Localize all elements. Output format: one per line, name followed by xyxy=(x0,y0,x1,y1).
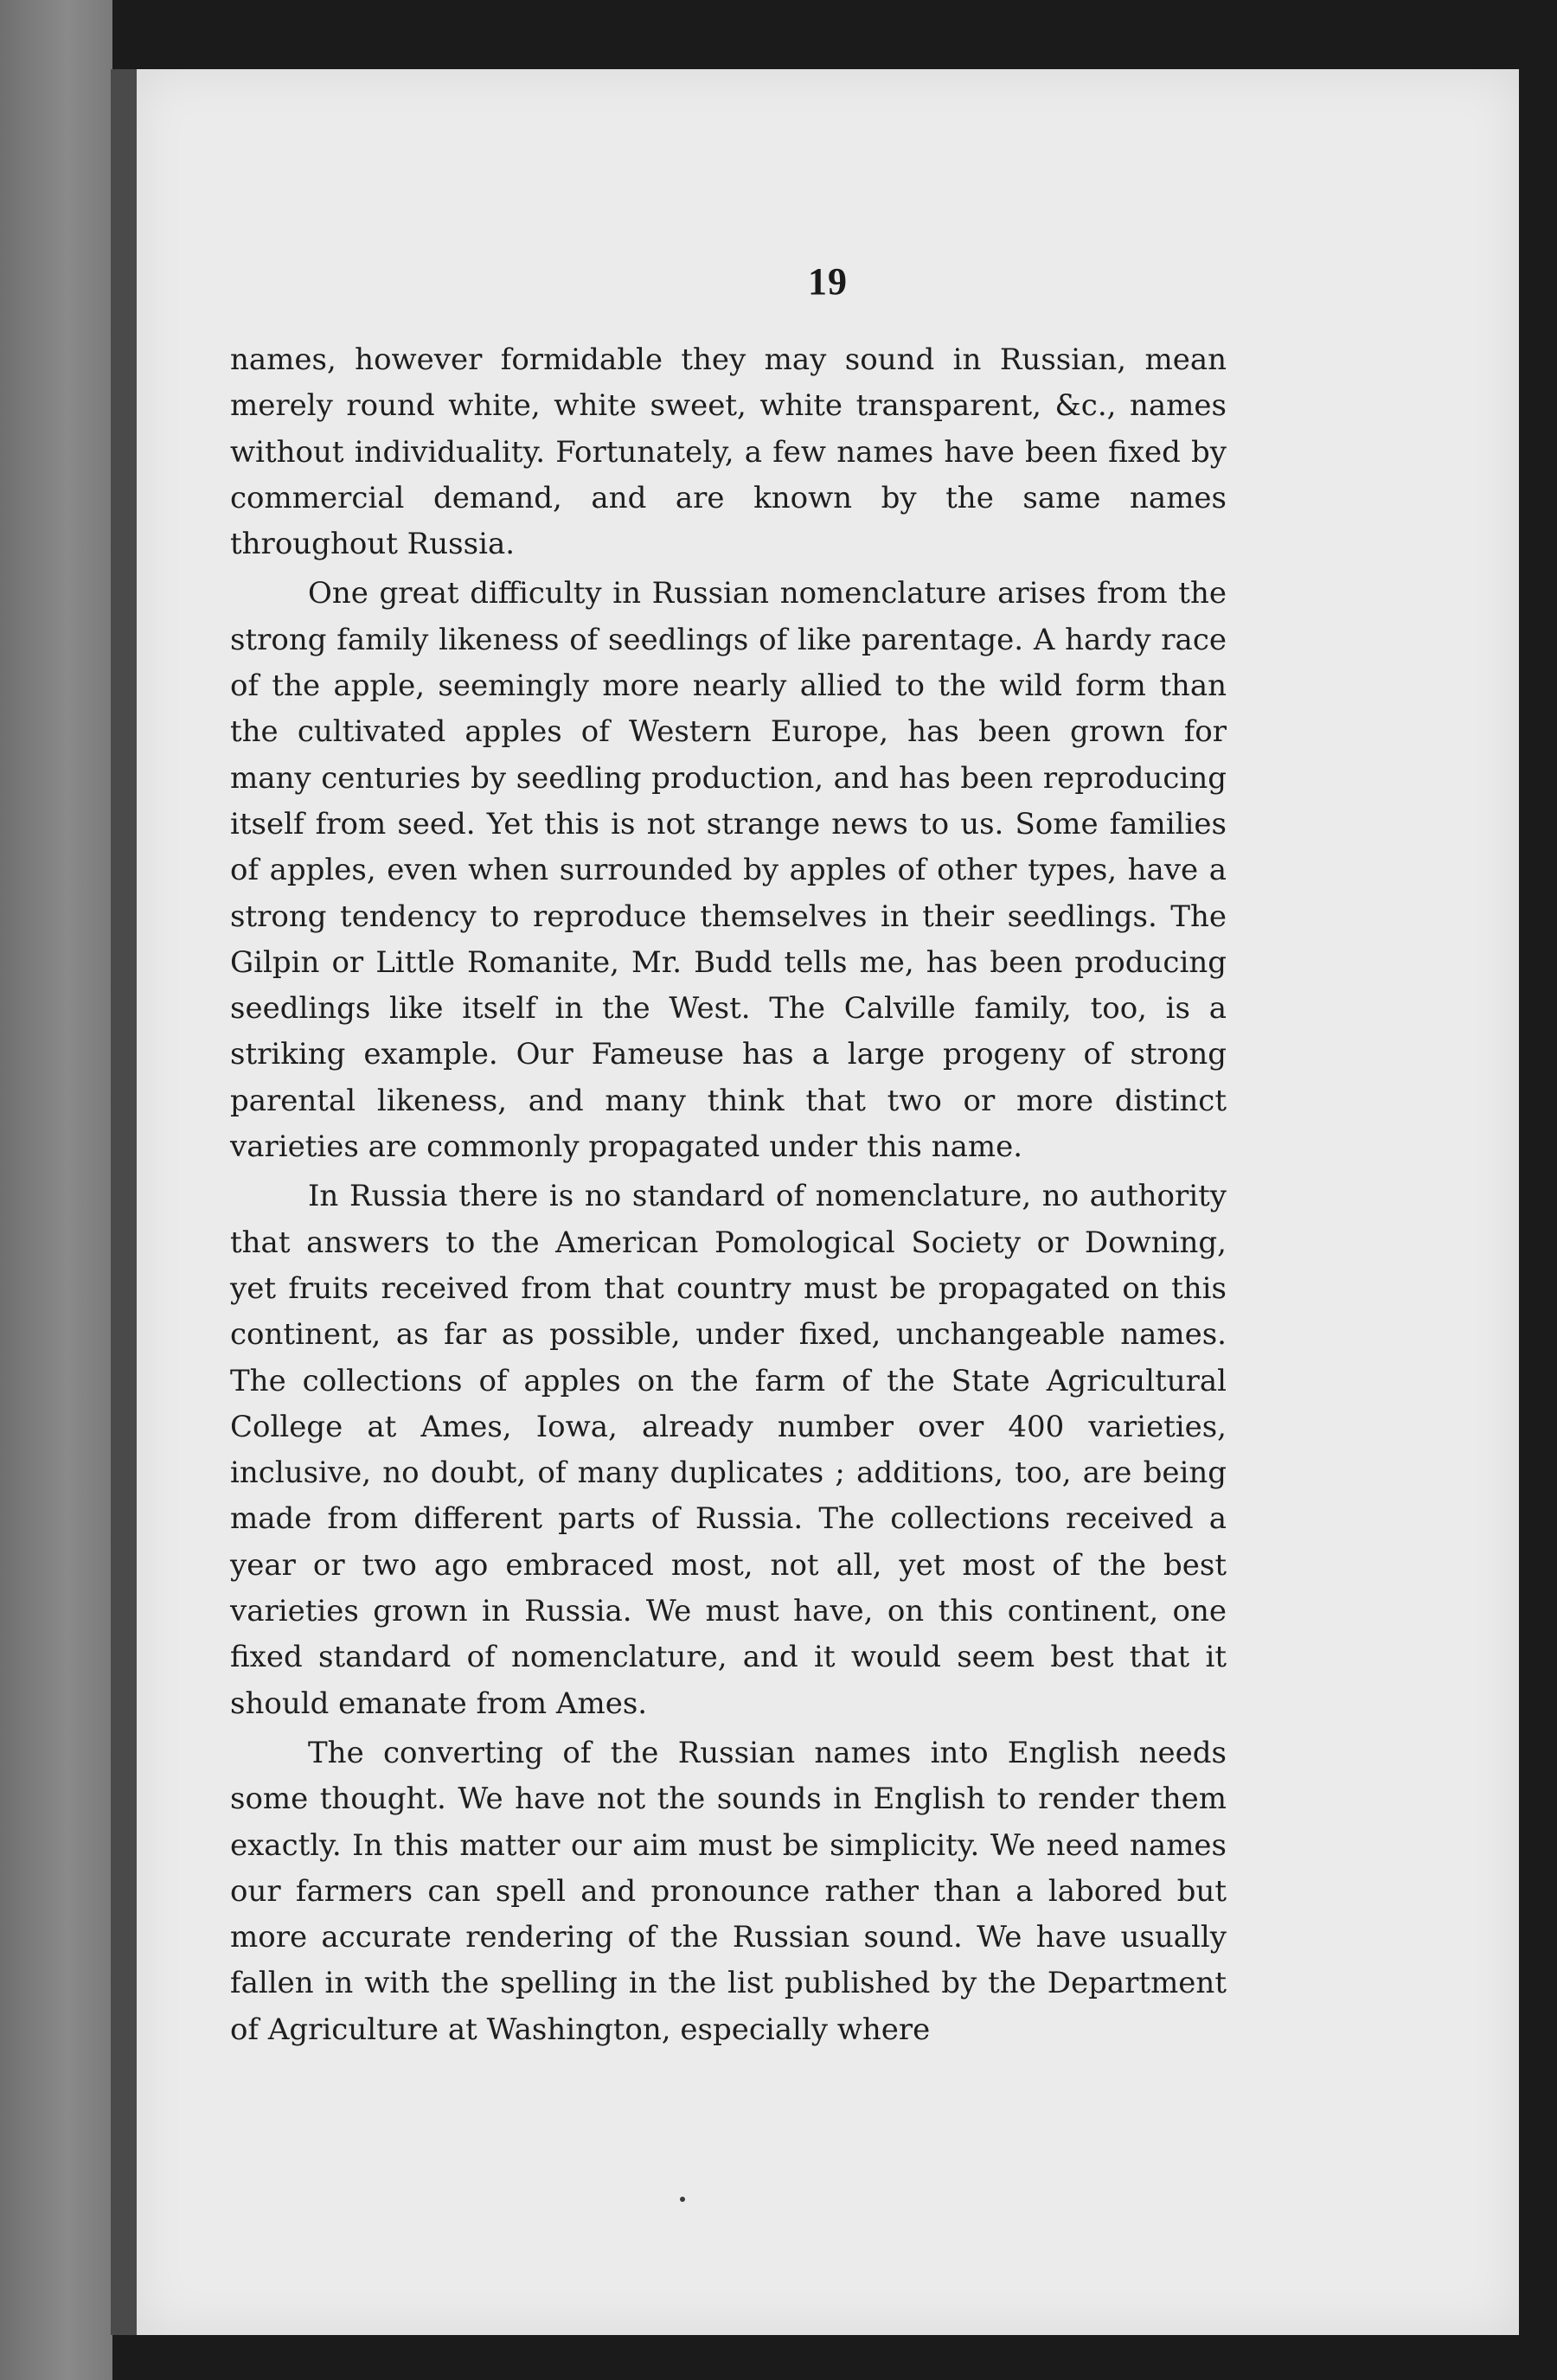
paragraph-3: In Russia there is no standard of nomenclature, no authority that answers to the American Pomological Society or Downing, yet fruits received from that country must be propagated on this continent, as far as possible, under fixed, unchangeable names. The collections of apples on the farm of the State Agricultural College at Ames, Iowa, already number over 400 varieties, inclusive, no doubt, of many duplicates ; additions, too, are being made from different parts of Russia. The collections received a year or two ago embraced most, not all, yet most of the best varieties grown in Russia. We must have, on this continent, one fixed standard of nomenclature, and it would seem best that it should emanate from Ames. xyxy=(230,1179,1227,1721)
scan-left-shadow-bar xyxy=(111,69,137,2335)
paragraph-2: One great difficulty in Russian nomenclature arises from the strong family likeness of seedlings of like parentage. A hardy race of the apple, seemingly more nearly allied to the wild form than the cultivated apples of Western Europe, has been grown for many centuries by seedling production, and has been reproducing itself from seed. Yet this is not strange news to us. Some families of apples, even when surrounded by apples of other types, have a strong tendency to reproduce themselves in their seedlings. The Gilpin or Little Romanite, Mr. Budd tells me, has been producing seedlings like itself in the West. The Calville family, too, is a striking example. Our Fameuse has a large progeny of strong parental likeness, and many think that two or more distinct varieties are commonly propagated under this name. xyxy=(230,576,1227,1165)
scan-speck xyxy=(680,2197,685,2202)
book-page xyxy=(137,69,1519,2335)
body-text xyxy=(230,337,1227,2053)
scan-left-margin xyxy=(0,0,112,2380)
page-number: 19 xyxy=(808,260,848,303)
paragraph-1: names, however formidable they may sound in Russian, mean merely round white, white sweet, white transparent, &c., names without individuality. Fortunately, a few names have been fixed by commercial demand, and are known by the same names throughout Russia. xyxy=(230,342,1227,562)
paragraph-4: The converting of the Russian names into English needs some thought. We have not the sounds in English to render them exactly. In this matter our aim must be simplicity. We need names our farmers can spell and pronounce rather than a labored but more accurate rendering of the Russian sound. We have usually fallen in with the spelling in the list published by the Department of Agriculture at Washington, especially where xyxy=(230,1735,1227,2047)
